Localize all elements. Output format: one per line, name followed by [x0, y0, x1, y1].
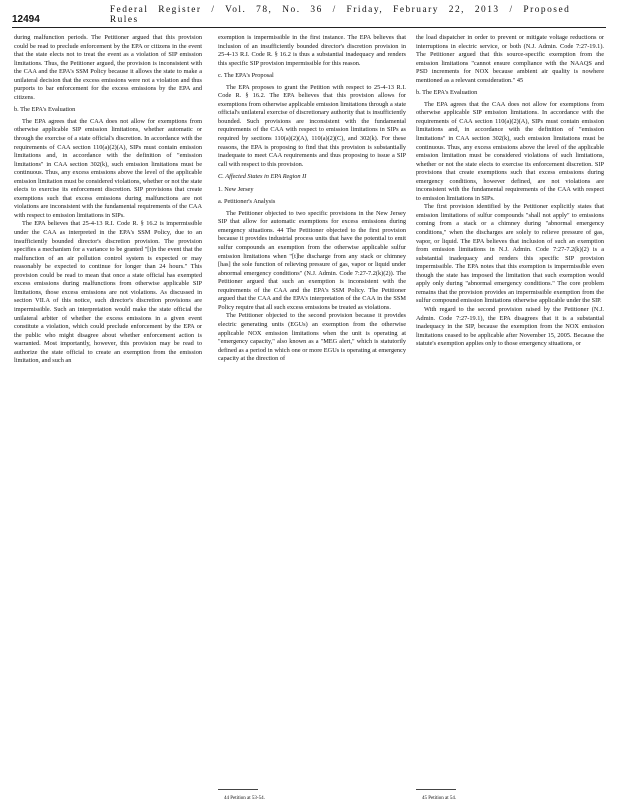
paragraph: during malfunction periods. The Petitioner argued that this provision could be read to preclude enforcement by the EPA or citizens in the event that the state elects not to treat the event as a violation of SIP emission limitations. Thus, the Petitioner argued, the provision is inconsistent with the CAA and the EPA's SSM Policy because it allows the state to make a unilateral decision that the excess emissions were not a violation and thus purports to bar enforcement for the excess emissions by the EPA and citizens.	[14, 34, 202, 101]
section-heading: 1. New Jersey	[218, 185, 254, 193]
page-header	[12, 5, 606, 28]
paragraph: The EPA agrees that the CAA does not allow for exemptions from otherwise applicable SIP emission limitations. In accordance with the requirements of CAA section 110(a)(2)(A), SIPs must contain emission limitations and, in accordance with the definition of "emission limitations" in CAA section 302(k), such emission limitations must be continuous. Thus, any excess emissions above the level of the applicable emission limitation must be considered violations of such limitations, whether or not the state elects to exercise its enforcement discretion. SIP provisions that create exemptions such that excess emissions during emergency conditions, however defined, are not violations are inconsistent with the fundamental requirements of the CAA with respect to emission limitations in SIPs.	[416, 100, 604, 202]
paragraph: The EPA agrees that the CAA does not allow for exemptions from otherwise applicable SIP emission limitations, whether automatic or through the exercise of a state official's discretion. In accordance with the requirements of CAA section 110(a)(2)(A), SIPs must contain emission limitations and, in accordance with the definition of "emission limitations" in CAA section 302(k), such emission limitations must be continuous. Thus, any excess emissions above the level of the applicable emission limitation must be considered violations, whether or not the state elects to exercise its enforcement discretion. SIP provisions that create exemptions such that excess emissions during malfunctions are not violations are inconsistent with the fundamental requirements of the CAA with respect to emission limitations in SIPs.	[14, 117, 202, 219]
paragraph: exemption is impermissible in the first instance. The EPA believes that inclusion of an insufficiently bounded director's discretion provision in 25-4-13 R.I. Code R. § 16.2 is thus a substantial inadequacy and renders this specific SIP provision impermissible for this reason.	[218, 34, 406, 67]
section-heading: b. The EPA's Evaluation	[14, 106, 76, 114]
footnote-rule	[416, 789, 456, 790]
running-header: Federal Register / Vol. 78, No. 36 / Friday, February 22, 2013 / Proposed Rules	[109, 5, 571, 25]
paragraph: The first provision identified by the Petitioner explicitly states that emission limitations of sulfur compounds "shall not apply" to emissions coming from a stack or a chimney during "abnormal emergency conditions," when the discharges are solely to relieve pressure of gas, vapor, or liquid. The EPA believes that inclusion of such an exemption from emission limitations in N.J. Admin. Code 7:27-7.2(k)(2) is a substantial inadequacy and renders this specific SIP provision impermissible. The EPA notes that this exemption is impermissible even though the state has imposed the limitation that such exemption would apply only during "abnormal emergency conditions." The core problem remains that the provision provides an impermissible exemption from the sulfur compound emission limitations otherwise applicable under the SIP.	[416, 203, 604, 305]
section-heading: c. The EPA's Proposal	[218, 72, 274, 80]
paragraph: The Petitioner objected to two specific provisions in the New Jersey SIP that allow for automatic exemptions for excess emissions during emergency situations. 44 The Petitioner objected to the first provision because it provides industrial process units that have the potential to emit sulfur compounds an exemption from the otherwise applicable sulfur emission limitations when "[t]he discharge from any stack or chimney [has] the sole function of relieving pressure of gas, vapor or liquid under abnormal emergency conditions" (N.J. Admin. Code 7:27-7.2(k)(2)). The Petitioner argued that such an exemption is inconsistent with the requirements of the CAA and the EPA's SSM Policy. The Petitioner argued that the CAA and the EPA's interpretation of the CAA in the SSM Policy require that all such excess emissions be treated as violations.	[218, 209, 406, 311]
paragraph: The EPA believes that 25-4-13 R.I. Code R. § 16.2 is impermissible under the CAA as interpreted in the EPA's SSM Policy, due to an insufficiently bounded director's discretion provision. The provision specifies a mechanism for a variance to be granted "[i]n the event that the malfunction of an air pollution control system is expected or may reasonably be expected to continue for longer than 24 hours." This provision could be read to mean that once a state official has exempted excess emissions during malfunctions from otherwise applicable SIP limitations, those excess emissions are not violations. As discussed in section VII.A of this notice, such director's discretion provisions are impermissible. Such an interpretation would make the state official the unilateral arbiter of whether the excess emissions in a given event constitute a violation, which could preclude enforcement by the EPA or the public who might disagree about whether enforcement action is warranted. Most importantly, however, this provision may be read to authorize the state official to create an exemption from the emission limitation, and such an	[14, 220, 202, 365]
footnote: 45 Petition at 54.	[422, 796, 457, 801]
text-column-left	[14, 34, 202, 779]
paragraph: With regard to the second provision raised by the Petitioner (N.J. Admin. Code 7:27-19.1), the EPA disagrees that it is a substantial inadequacy in the SIP, because the exemption from the NOX emission limitations ceased to be applicable after November 15, 2005. Because the statute's exemption applies only to those emergency situations, or	[416, 305, 604, 348]
text-column-middle	[218, 34, 406, 779]
paragraph: The EPA proposes to grant the Petition with respect to 25-4-13 R.I. Code R. § 16.2. The EPA believes that this provision allows for exemptions from otherwise applicable emission limitations through a state official's unilateral exercise of discretionary authority that is insufficiently bounded. Such provisions are inconsistent with the fundamental requirements of the CAA with respect to emission limitations in SIPs as required by sections 110(a)(2)(A), 110(a)(2)(C), and 302(k). For these reasons, the EPA is proposing to find that this provision is substantially inadequate to meet CAA requirements and thus proposing to issue a SIP call with respect to this provision.	[218, 83, 406, 168]
footnote-rule	[218, 789, 258, 790]
footnote: 44 Petition at 53-54.	[224, 796, 265, 801]
section-heading: C. Affected States in EPA Region II	[218, 173, 307, 181]
paragraph: the load dispatcher in order to prevent or mitigate voltage reductions or interruptions in electric service, or both (N.J. Admin. Code 7:27-19.1). The Petitioner argued that this source-specific exemption from the emission limitations "cannot ensure compliance with the NAAQS and PSD increments for NOX because ambient air quality is nowhere mentioned as a relevant consideration." 45	[416, 34, 604, 84]
paragraph: The Petitioner objected to the second provision because it provides electric generating units (EGUs) an exemption from the otherwise applicable NOX emission limitations when the unit is operating at "emergency capacity," also known as a "MEG alert," which is statutorily defined as a period in which one or more EGUs is operating at emergency capacity at the direction of	[218, 312, 406, 363]
text-column-right	[416, 34, 604, 779]
footnote-block-right	[416, 779, 604, 807]
section-heading: a. Petitioner's Analysis	[218, 198, 276, 206]
page-number: 12494	[12, 14, 40, 25]
section-heading: b. The EPA's Evaluation	[416, 89, 478, 97]
footnote-block-middle	[218, 779, 406, 807]
